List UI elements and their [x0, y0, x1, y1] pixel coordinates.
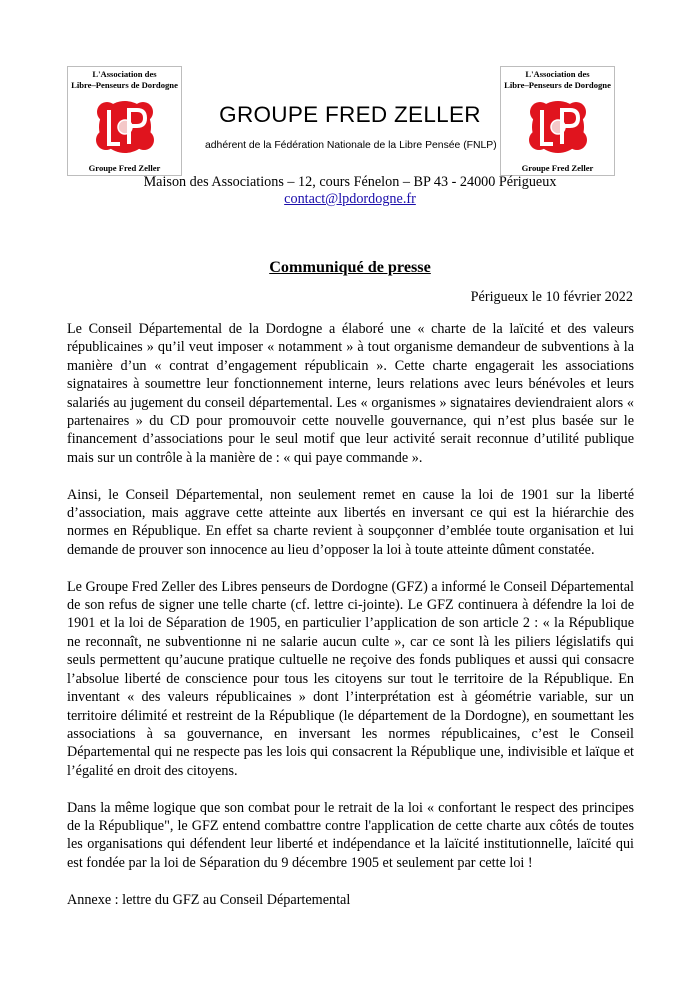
- logo-left-caption: Groupe Fred Zeller: [88, 163, 161, 173]
- lp-emblem-icon: [526, 94, 590, 158]
- paragraph-1: Le Conseil Départemental de la Dordogne a élaboré une « charte de la laïcité et des valeurs républicaines » qu’il veut imposer « notamment » à tout organisme demandeur de subventions à la manière d’un « contrat d’engagement républicain ». Cette charte engagerait les associations signataires à soumettre leur fonctionnement interne, leurs relations avec leurs bénévoles et leurs salariés au jugement du conseil départemental. Les « organismes » signataires deviendraient alors « partenaires » du CD pour promouvoir cette nouvelle gouvernance, qui n’est plus basée sur le financement d’associations pour le seul motif que leur activité serait reconnue d’utilité publique mais sur un contrôle à la manière de : « qui paye commande ».: [67, 321, 634, 466]
- lp-emblem-icon: [93, 94, 157, 158]
- document-body: [67, 320, 634, 927]
- contact-email-link[interactable]: contact@lpdordogne.fr: [284, 191, 416, 207]
- paragraph-2: Ainsi, le Conseil Départemental, non seulement remet en cause la loi de 1901 sur la liberté d’association, mais aggrave cette atteinte aux libertés en inversant ce qui est la hiérarchie des normes en République. En effet sa charte revient à soupçonner d’emblée toute organisation et lui demande de prouver son innocence au lieu d’opposer la loi à toute atteinte dûment constatée.: [67, 486, 634, 558]
- document-title: Communiqué de presse: [269, 258, 431, 276]
- paragraph-3: Le Groupe Fred Zeller des Libres penseurs de Dordogne (GFZ) a informé le Conseil Départemental de son refus de signer une telle charte (cf. lettre ci-jointe). Le GFZ continuera à défendre la loi de 1901 et la loi de Séparation de 1905, en particulier l’application de son article 2 : « la République ne reconnaît, ne subventionne ni ne salarie aucun culte », car ce sont là les piliers législatifs qui seuls permettent qu’aucune pratique cultuelle ne reçoive des fonds publiques et aussi qui consacre l’absolue liberté de conscience pour tous les citoyens sur tout le territoire de la République. En inventant « des valeurs républicaines » dont l’interprétation est à géométrie variable, sur un territoire délimité et restreint de la République (le département de la Dordogne), en soumettant les associations à sa gouvernance, en inversant les normes républicaines, c’est le Conseil Départemental qui ne respecte pas les lois qui consacrent la République une, indivisible et laïque et l’égalité en droit des citoyens.: [67, 578, 634, 779]
- logo-right-line1: L'Association des: [525, 69, 590, 79]
- place-date: Périgueux le 10 février 2022: [470, 289, 633, 305]
- logo-left-line2: Libre–Penseurs de Dordogne: [71, 80, 178, 90]
- contact-line: [0, 191, 700, 208]
- logo-left-line1: L'Association des: [92, 69, 157, 79]
- logo-right: [500, 66, 615, 176]
- logo-right-caption: Groupe Fred Zeller: [521, 163, 594, 173]
- paragraph-4: Dans la même logique que son combat pour le retrait de la loi « confortant le respect des principes de la République", le GFZ entend combattre contre l'application de cette charte aux côtés de toutes les organisations qui défendent leur liberté et indépendance et la laïcité institutionnelle, laïcité qui est fondée par la loi de Séparation du 9 décembre 1905 et seulement par cette loi !: [67, 799, 634, 871]
- group-title: GROUPE FRED ZELLER: [219, 102, 481, 127]
- logo-right-line2: Libre–Penseurs de Dordogne: [504, 80, 611, 90]
- annex-line: Annexe : lettre du GFZ au Conseil Départemental: [67, 891, 351, 908]
- address-line: Maison des Associations – 12, cours Fénelon – BP 43 - 24000 Périgueux: [143, 174, 557, 190]
- group-subtitle: adhérent de la Fédération Nationale de la Libre Pensée (FNLP): [205, 140, 497, 151]
- logo-left: [67, 66, 182, 176]
